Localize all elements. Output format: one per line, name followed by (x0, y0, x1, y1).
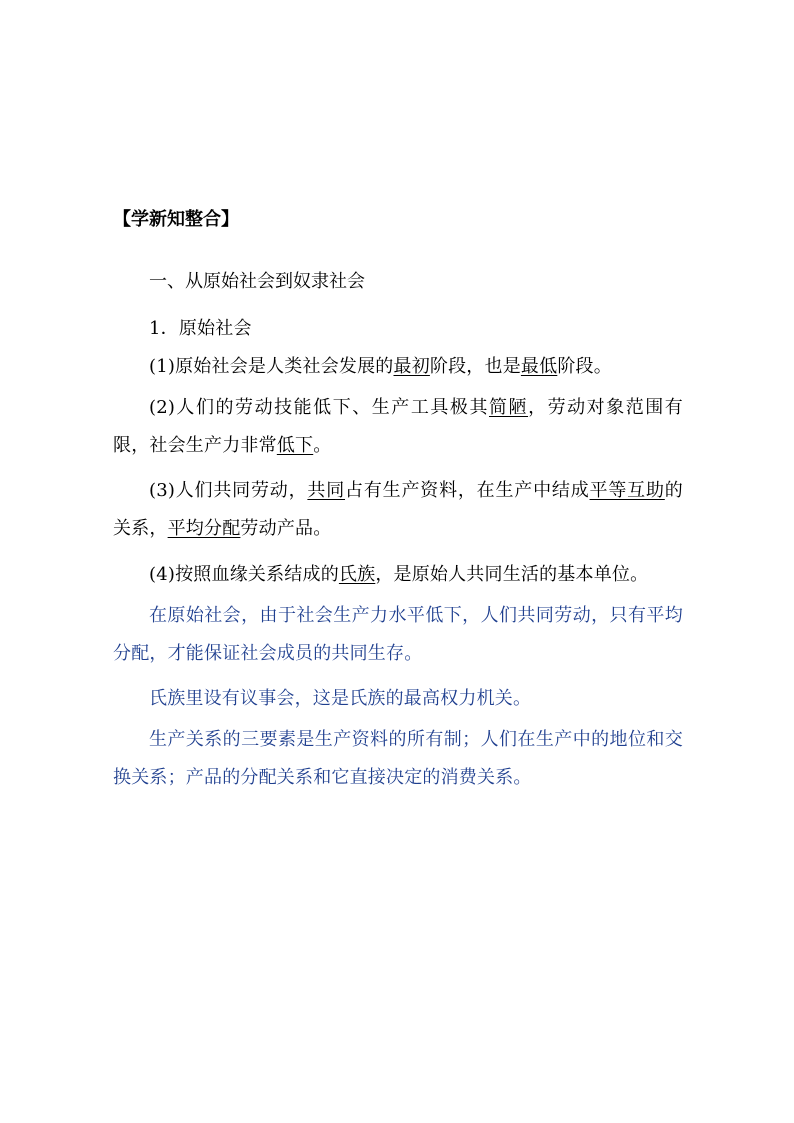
paragraph-2-text-b: ，劳动对象范围有限，社会生产力非常 (113, 397, 684, 456)
paragraph-2-text-a: (2)人们的劳动技能低下、生产工具极其 (149, 397, 489, 418)
paragraph-1-text-a: (1)原始社会是人类社会发展的 (149, 356, 394, 377)
note-paragraph-1: 在原始社会，由于社会生产力水平低下，人们共同劳动，只有平均分配，才能保证社会成员的共同生存。 (113, 605, 683, 664)
paragraph-3-text-b: 占有生产资料，在生产中结成 (345, 480, 590, 501)
paragraph-1-text-b: 阶段，也是 (429, 356, 521, 377)
underlined-term: 简陋 (488, 397, 529, 418)
paragraph-2 (113, 389, 683, 465)
note-paragraph-2: 氏族里设有议事会，这是氏族的最高权力机关。 (149, 688, 532, 709)
underlined-term: 平等互助 (589, 480, 665, 501)
sub-heading: 1．原始社会 (149, 318, 252, 339)
underlined-term: 共同 (307, 480, 346, 501)
paragraph-4 (113, 556, 683, 594)
underlined-term: 平均分配 (167, 518, 241, 539)
chapter-heading: 一、从原始社会到奴隶社会 (149, 271, 365, 292)
paragraph-4-text-a: (4)按照血缘关系结成的 (149, 564, 339, 585)
paragraph-2-text-c: 。 (313, 435, 332, 456)
section-title: 【学新知整合】 (113, 209, 239, 230)
paragraph-3-text-c: 的关系， (113, 480, 683, 539)
paragraph-4-text-b: ，是原始人共同生活的基本单位。 (375, 564, 649, 585)
underlined-term: 低下 (276, 435, 314, 456)
underlined-term: 最低 (520, 356, 558, 377)
note-paragraph-3: 生产关系的三要素是生产资料的所有制；人们在生产中的地位和交换关系；产品的分配关系和它直接决定的消费关系。 (113, 729, 683, 788)
paragraph-3-text-a: (3)人们共同劳动， (149, 480, 308, 501)
underlined-term: 最初 (393, 356, 430, 377)
paragraph-1 (113, 348, 683, 386)
underlined-term: 氏族 (338, 564, 376, 585)
paragraph-3-text-d: 劳动产品。 (240, 518, 332, 539)
paragraph-3 (113, 472, 683, 548)
paragraph-1-text-c: 阶段。 (557, 356, 612, 377)
